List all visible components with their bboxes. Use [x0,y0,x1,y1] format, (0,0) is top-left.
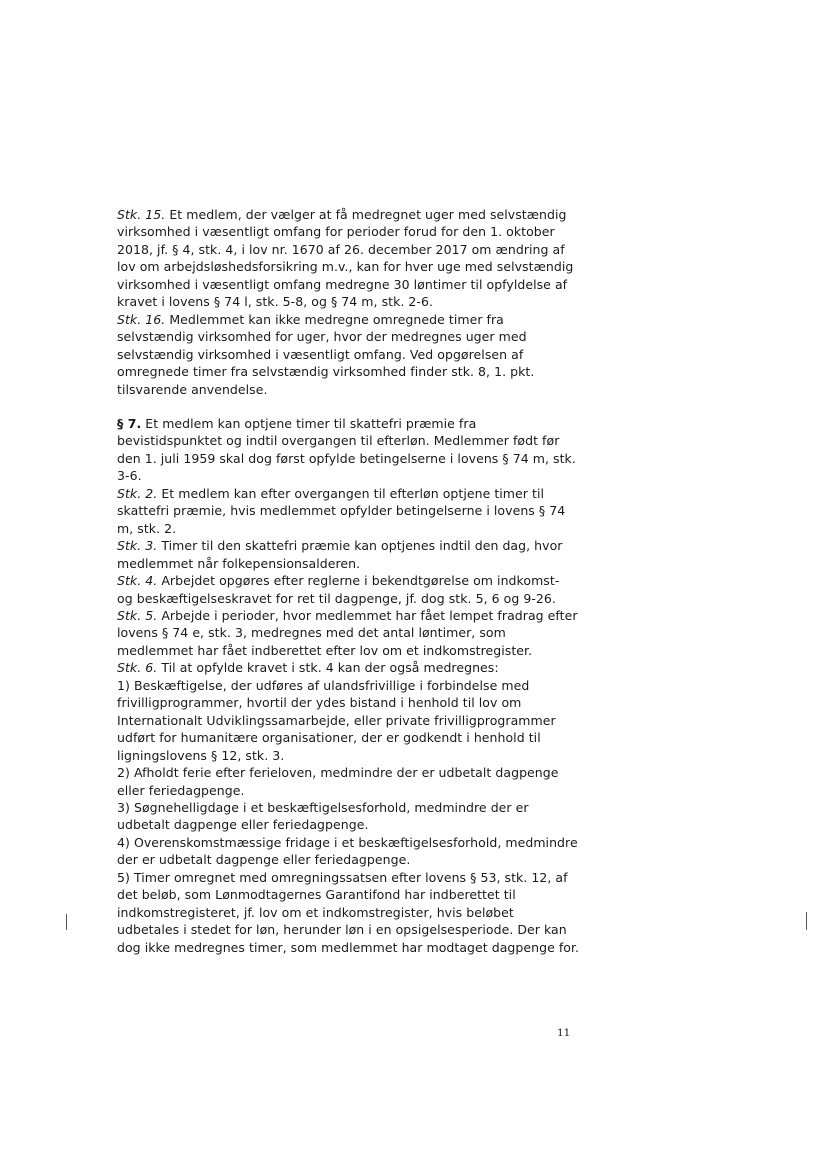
text-line: Et medlem kan optjene timer til skattefri præmie fra [141,415,477,431]
text-line: lov om arbejdsløshedsforsikring m.v., kan for hver uge med selvstændig [117,259,574,275]
margin-change-bar-right [806,912,807,930]
paragraph-stk-5 [117,607,587,659]
list-item-text: 5) Timer omregnet med omregningssatsen efter lovens § 53, stk. 12, af [117,869,568,885]
text-line: og beskæftigelseskravet for ret til dagpenge, jf. dog stk. 5, 6 og 9-26. [117,590,556,606]
stk-label: Stk. 15. [117,207,166,222]
text-line: bevistidspunktet og indtil overgangen til efterløn. Medlemmer født før [117,433,560,449]
stk-label: Stk. 4. [117,573,158,589]
paragraph-stk-6 [117,659,587,956]
stk-label: Stk. 3. [117,538,158,554]
text-line: selvstændig virksomhed for uger, hvor der medregnes uger med [117,329,527,345]
text-line: den 1. juli 1959 skal dog først opfylde betingelserne i lovens § 74 m, stk. [117,450,576,466]
text-line: lovens § 74 e, stk. 3, medregnes med det antal løntimer, som [117,625,506,641]
text-line: virksomhed i væsentligt omfang medregne 30 løntimer til opfyldelse af [117,276,568,292]
list-item-text: der er udbetalt dagpenge eller feriedagpenge. [117,852,411,868]
list-item-text: 3) Søgnehelligdage i et beskæftigelsesforhold, medmindre der er [117,799,529,815]
paragraph-section-7 [117,415,587,485]
text-line: Et medlem, der vælger at få medregnet uger med selvstændig [165,207,567,222]
list-item-text: eller feriedagpenge. [117,782,245,798]
stk-label: Stk. 16. [117,311,166,327]
text-line: Timer til den skattefri præmie kan optjenes indtil den dag, hvor [157,538,563,554]
list-item-text: det beløb, som Lønmodtagernes Garantifond har indberettet til [117,887,516,903]
text-line: skattefri præmie, hvis medlemmet opfylder betingelserne i lovens § 74 [117,503,566,519]
list-item-text: Internationalt Udviklingssamarbejde, eller private frivilligprogrammer [117,712,556,728]
text-line: Arbejde i perioder, hvor medlemmet har fået lempet fradrag efter [157,607,578,623]
paragraph-stk-2 [117,485,587,537]
margin-change-bar-left [66,914,67,930]
stk-label: Stk. 6. [117,660,158,676]
page-number: 11 [557,1027,571,1039]
section-label: § 7. [117,415,142,431]
list-item-text: udbetalt dagpenge eller feriedagpenge. [117,817,369,833]
list-item-text: dog ikke medregnes timer, som medlemmet har modtaget dagpenge for. [117,939,580,955]
list-item-text: udbetales i stedet for løn, herunder løn i en opsigelsesperiode. Der kan [117,922,567,938]
paragraph-stk-15 [117,206,587,311]
text-line: medlemmet når folkepensionsalderen. [117,555,361,571]
list-item-text: udført for humanitære organisationer, der er godkendt i henhold til [117,730,541,746]
list-item-text: ligningslovens § 12, stk. 3. [117,747,285,763]
text-line: Til at opfylde kravet i stk. 4 kan der også medregnes: [157,660,499,676]
text-line: 2018, jf. § 4, stk. 4, i lov nr. 1670 af 26. december 2017 om ændring af [117,241,565,257]
text-line: kravet i lovens § 74 l, stk. 5-8, og § 74 m, stk. 2-6. [117,294,434,310]
text-line: m, stk. 2. [117,520,177,536]
stk-label: Stk. 5. [117,607,158,623]
list-item-text: indkomstregisteret, jf. lov om et indkomstregister, hvis beløbet [117,904,514,920]
list-item-text: 1) Beskæftigelse, der udføres af ulandsfrivillige i forbindelse med [117,677,530,693]
text-line: selvstændig virksomhed i væsentligt omfang. Ved opgørelsen af [117,346,524,362]
paragraph-stk-16 [117,311,587,398]
list-item-text: 2) Afholdt ferie efter ferieloven, medmindre der er udbetalt dagpenge [117,765,559,781]
list-item-text: frivilligprogrammer, hvortil der ydes bistand i henhold til lov om [117,695,522,711]
body-text [117,206,587,956]
text-line: Arbejdet opgøres efter reglerne i bekendtgørelse om indkomst- [157,573,560,589]
paragraph-stk-3 [117,537,587,572]
text-line: Et medlem kan efter overgangen til efterløn optjene timer til [157,485,544,501]
text-line: tilsvarende anvendelse. [117,381,268,397]
text-line: Medlemmet kan ikke medregne omregnede timer fra [165,311,504,327]
text-line: 3-6. [117,468,142,484]
list-item-text: 4) Overenskomstmæssige fridage i et beskæftigelsesforhold, medmindre [117,834,578,850]
stk-label: Stk. 2. [117,485,158,501]
paragraph-stk-4 [117,572,587,607]
text-line: virksomhed i væsentligt omfang for perioder forud for den 1. oktober [117,224,555,240]
text-line: omregnede timer fra selvstændig virksomhed finder stk. 8, 1. pkt. [117,364,535,380]
text-line: medlemmet har fået indberettet efter lov om et indkomstregister. [117,642,533,658]
